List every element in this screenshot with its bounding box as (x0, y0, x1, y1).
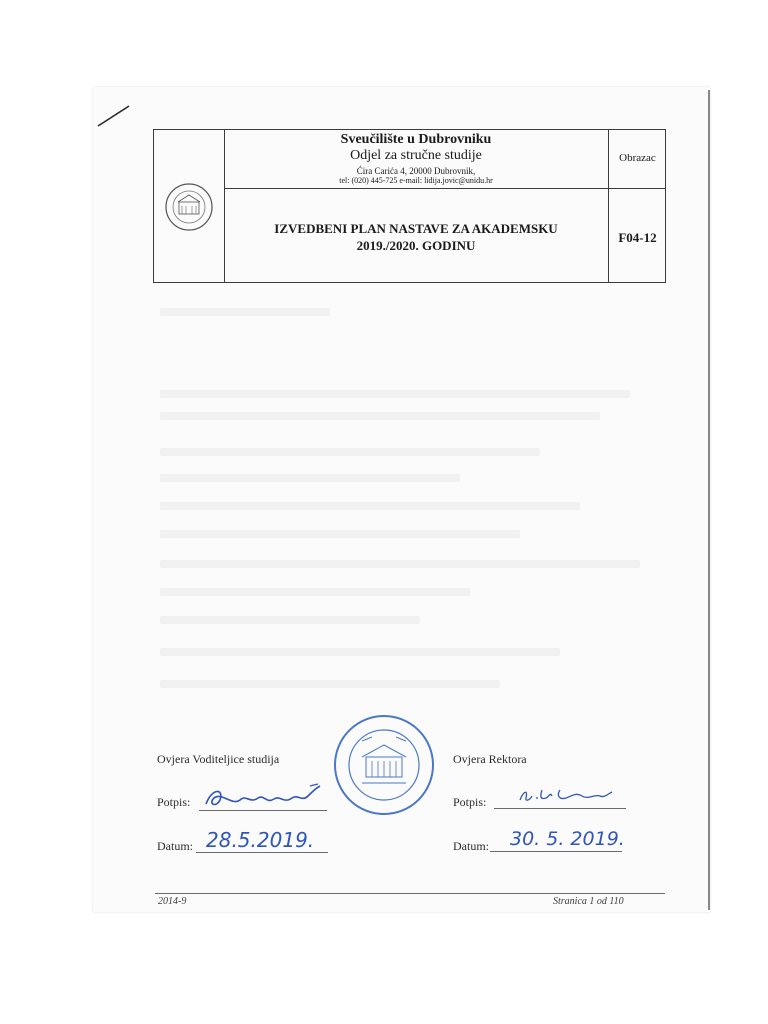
footer-document-code: 2014-9 (158, 896, 187, 907)
document-header-table (153, 129, 666, 283)
faded-line (160, 530, 520, 538)
university-seal-stamp-icon (332, 713, 436, 817)
plan-title-line2: 2019./2020. GODINU (356, 238, 476, 253)
faded-line (160, 502, 580, 510)
right-signature-line (494, 808, 626, 809)
form-code: F04-12 (618, 230, 657, 245)
faded-line (160, 648, 560, 656)
university-contact: tel: (020) 445-725 e-mail: lidija.jovic@unidu.hr (339, 176, 493, 185)
footer-rule (155, 893, 665, 894)
header-form-cell (608, 130, 666, 282)
faded-line (160, 560, 640, 568)
left-date-label: Datum: (157, 839, 193, 853)
plan-title-line1: IZVEDBENI PLAN NASTAVE ZA AKADEMSKU (274, 221, 558, 236)
faded-line (160, 588, 470, 596)
right-signature-label: Potpis: (453, 795, 487, 809)
university-name: Sveučilište u Dubrovniku (340, 132, 492, 147)
right-date-line (490, 851, 622, 852)
faded-line (160, 474, 460, 482)
right-approval-heading: Ovjera Rektora (453, 752, 527, 766)
right-handwritten-signature-icon (516, 786, 616, 806)
faded-line (160, 390, 630, 398)
university-logo-icon (164, 182, 214, 232)
faded-line (160, 616, 420, 624)
university-address: Ćira Carića 4, 20000 Dubrovnik, (356, 166, 476, 176)
left-handwritten-signature-icon (202, 782, 328, 812)
header-center-cell (224, 130, 608, 282)
faded-line (160, 308, 330, 316)
left-handwritten-date: 28.5.2019. (206, 828, 315, 852)
left-signature-label: Potpis: (157, 795, 191, 809)
form-label: Obrazac (619, 152, 656, 164)
right-date-label: Datum: (453, 839, 489, 853)
page-edge-shadow (708, 90, 710, 910)
header-divider (224, 188, 665, 189)
footer-page-number: Stranica 1 od 110 (553, 896, 624, 907)
faded-line (160, 412, 600, 420)
pen-stroke-mark (96, 104, 132, 128)
plan-title (224, 220, 608, 254)
faded-line (160, 680, 500, 688)
faded-line (160, 448, 540, 456)
department-name: Odjel za stručne studije (350, 148, 482, 163)
left-date-line (196, 852, 328, 853)
header-logo-cell (154, 130, 225, 282)
right-handwritten-date: 30. 5. 2019. (510, 828, 625, 850)
left-approval-heading: Ovjera Voditeljice studija (157, 752, 280, 766)
